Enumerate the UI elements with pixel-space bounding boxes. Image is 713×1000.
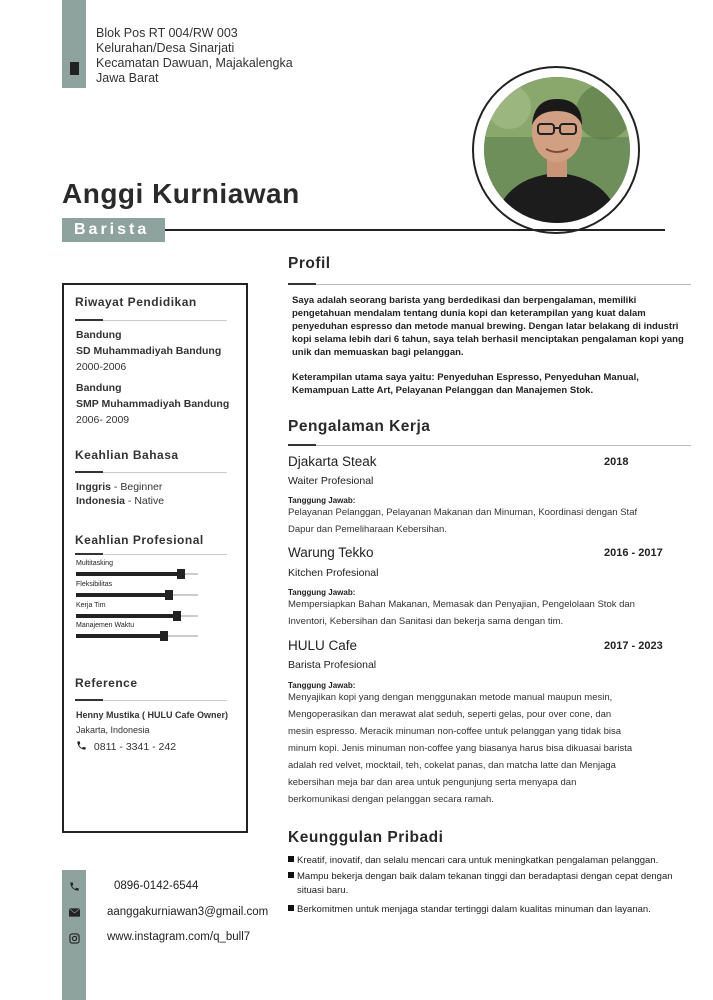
mail-icon (68, 906, 80, 918)
phone-icon (68, 880, 80, 892)
experience-rule (288, 445, 691, 446)
decorative-strip-top (62, 0, 86, 88)
education-city: Bandung (76, 382, 122, 394)
language-level: - Native (125, 495, 165, 507)
skill-bar (76, 615, 198, 617)
education-years: 2000-2006 (76, 361, 127, 373)
profile-heading: Profil (288, 255, 331, 272)
full-name: Anggi Kurniawan (62, 178, 300, 209)
job-responsibility-label: Tanggung Jawab: (288, 588, 356, 597)
address-line-3: Kecamatan Dawuan, Majakalengka (96, 56, 293, 70)
education-rule (75, 320, 227, 321)
education-school: SMP Muhammadiyah Bandung (76, 398, 230, 410)
contact-email: aanggakurniawan3@gmail.com (107, 906, 269, 918)
profile-paragraph: Saya adalah seorang barista yang berdedikasi dan berpengalaman, memiliki pengetahuan mendalam tentang dunia kopi dan keterampilan yang kuat dalam penyeduhan espresso dan metode manual brewing. Dengan latar belakang di industri kopi selama lebih dari 6 tahun, saya telah berhasil menciptakan pengalaman kopi yang unik dan memuaskan bagi pelanggan. (292, 295, 684, 358)
education-city: Bandung (76, 329, 122, 341)
job-role: Barista Profesional (288, 659, 377, 671)
advantage-item (288, 903, 698, 917)
address-line-2: Kelurahan/Desa Sinarjati (96, 41, 235, 55)
reference-rule (75, 700, 227, 701)
phone-icon (76, 740, 88, 754)
bullet-icon (288, 872, 294, 878)
skill-bar (76, 635, 198, 637)
job-years: 2018 (604, 456, 629, 468)
contact-phone: 0896-0142-6544 (114, 880, 199, 892)
contact-instagram: www.instagram.com/q_bull7 (107, 931, 251, 943)
address-line-1: Blok Pos RT 004/RW 003 (96, 26, 238, 40)
advantage-item (288, 870, 688, 898)
skill-bar (76, 573, 198, 575)
job-description: Pelayanan Pelanggan, Pelayanan Makanan dan Minuman, Koordinasi dengan Staf Dapur dan Pemeliharaan Kebersihan. (288, 507, 638, 535)
advantage-item (288, 854, 698, 868)
job-title-badge (62, 218, 165, 242)
advantage-text: Kreatif, inovatif, dan selalu mencari cara untuk meningkatkan pengalaman pelanggan. (297, 855, 659, 866)
job-description: Mempersiapkan Bahan Makanan, Memasak dan Penyajian, Pengelolaan Stok dan Inventori, Kebersihan dan Sanitasi dan bekerja sama dengan tim. (288, 599, 635, 627)
language-item (76, 481, 162, 493)
job-years: 2017 - 2023 (604, 640, 663, 652)
job-company: Djakarta Steak (288, 454, 377, 469)
skill-label: Manajemen Waktu (76, 622, 135, 629)
reference-phone: 0811 - 3341 - 242 (93, 741, 177, 753)
language-name: Inggris (76, 481, 112, 493)
reference-name: Henny Mustika ( HULU Cafe Owner) (76, 710, 229, 720)
skill-label: Fleksibilitas (76, 581, 113, 588)
skill-label: Multitasking (76, 560, 113, 567)
skills-rule (75, 554, 227, 555)
advantage-text: Mampu bekerja dengan baik dalam tekanan tinggi dan beradaptasi dengan cepat dengan situasi baru. (297, 871, 673, 896)
skills-heading: Keahlian Profesional (75, 533, 204, 547)
address-block (96, 26, 293, 86)
skill-label: Kerja Tim (76, 602, 106, 609)
reference-heading: Reference (75, 676, 138, 690)
bullet-icon (288, 905, 294, 911)
profile-skills-paragraph: Keterampilan utama saya yaitu: Penyeduhan Espresso, Penyeduhan Manual, Kemampuan Latte Art, Pelayanan Pelanggan dan Manajemen Stok. (292, 372, 639, 396)
profile-photo (484, 77, 630, 223)
strip-marker (70, 62, 79, 75)
education-heading: Riwayat Pendidikan (75, 295, 197, 309)
language-level: - Beginner (111, 481, 163, 493)
education-years: 2006- 2009 (76, 414, 130, 426)
education-school: SD Muhammadiyah Bandung (76, 345, 222, 357)
language-name: Indonesia (76, 495, 126, 507)
language-item (76, 495, 164, 507)
languages-rule (75, 472, 227, 473)
job-title-text: Barista (74, 221, 150, 238)
title-divider (165, 229, 665, 231)
advantage-text: Berkomitmen untuk menjaga standar tertinggi dalam kualitas minuman dan layanan. (297, 904, 651, 915)
advantages-heading: Keunggulan Pribadi (288, 829, 444, 846)
job-role: Waiter Profesional (288, 475, 374, 487)
reference-phone-row (76, 740, 176, 754)
job-responsibility-label: Tanggung Jawab: (288, 496, 356, 505)
experience-heading: Pengalaman Kerja (288, 418, 431, 435)
reference-location: Jakarta, Indonesia (76, 725, 150, 735)
address-line-4: Jawa Barat (96, 71, 159, 85)
bullet-icon (288, 856, 294, 862)
job-company: Warung Tekko (288, 545, 374, 560)
skill-bar (76, 594, 198, 596)
languages-heading: Keahlian Bahasa (75, 448, 179, 462)
job-description: Menyajikan kopi yang dengan menggunakan metode manual maupun mesin, Mengoperasikan dan merawat alat seduh, seperti gelas, pour over cone, dan mesin espresso. Meracik minuman non-coffee untuk pelanggan yang tidak bisa minum kopi. Jenis minuman non-coffee yang biasanya harus bisa dikuasai barista adalah red velvet, mocktail, teh, cokelat panas, dan matcha latte dan Menjaga kebersihan meja bar dan area untuk pengunjung serta menyapa dan berkomunikasi dengan pelanggan secara ramah. (288, 692, 633, 805)
job-role: Kitchen Profesional (288, 567, 379, 579)
job-years: 2016 - 2017 (604, 547, 663, 559)
instagram-icon (68, 932, 80, 944)
profile-rule (288, 284, 691, 285)
job-responsibility-label: Tanggung Jawab: (288, 681, 356, 690)
job-company: HULU Cafe (288, 638, 358, 653)
